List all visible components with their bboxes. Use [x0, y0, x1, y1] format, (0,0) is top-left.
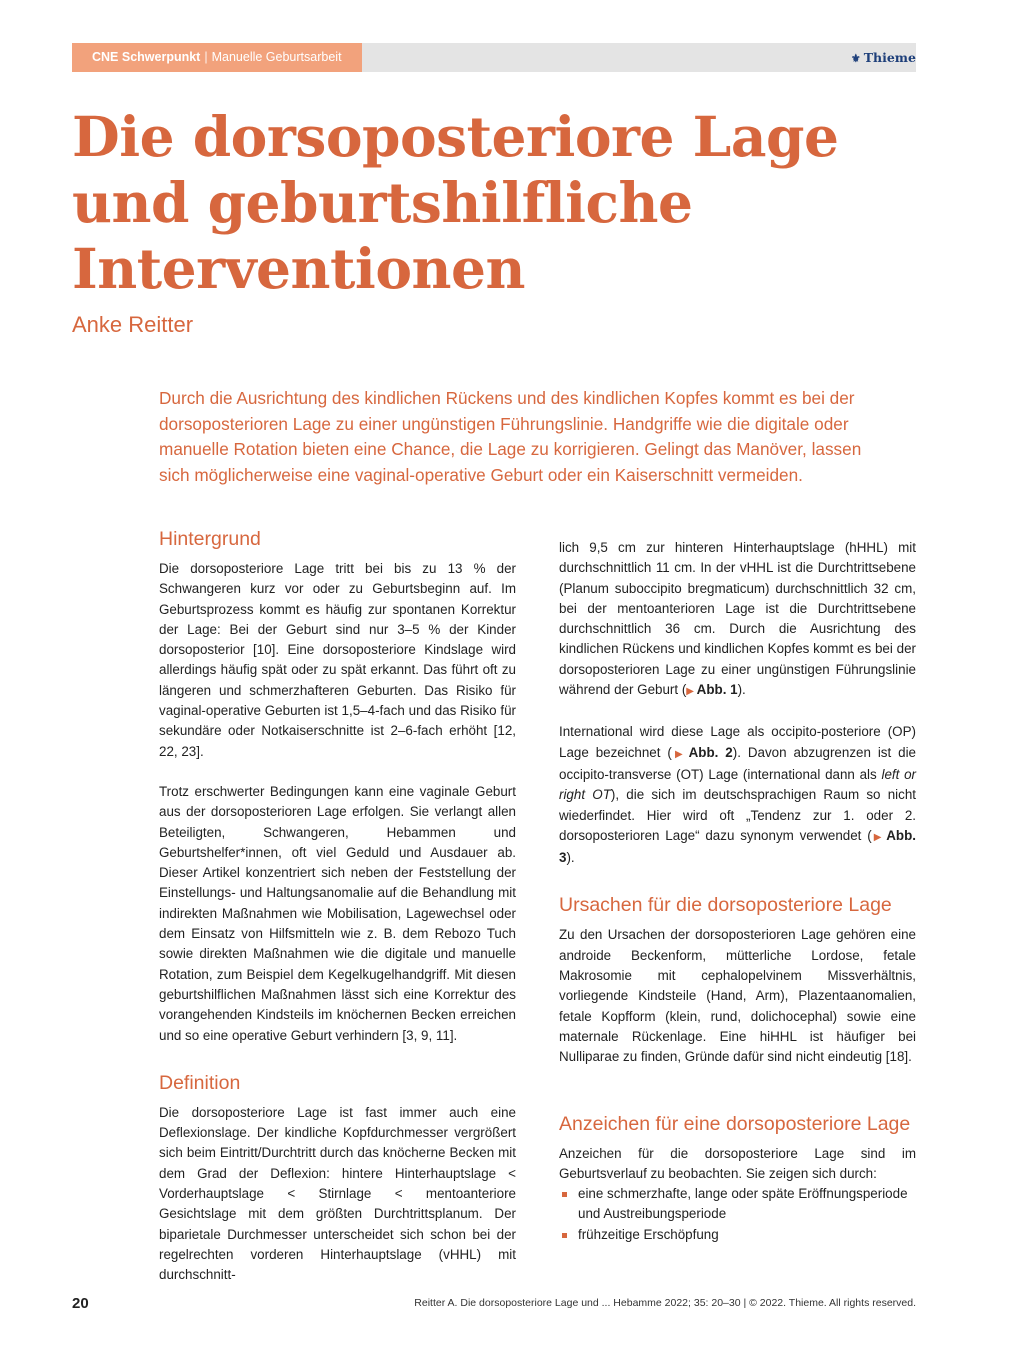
- paragraph: [559, 722, 916, 868]
- page-number: 20: [72, 1295, 89, 1312]
- paragraph: Die dorsoposteriore Lage tritt bei bis zu 13 % der Schwangeren kurz vor oder zu Geburtsbeginn auf. Im Geburtsprozess kommt es häufig zur spontanen Korrektur der Lage: Bei der Geburt sind nur 3–5 % der Kinder dorsoposterior [10]. Eine dorsoposteriore Kindslage wird allerdings häufig spät oder zu spät erkannt. Das führt oft zu längeren und schmerzhafteren Geburten. Das Risiko für vaginal-operative Geburten ist 1,5–4-fach und das Risiko für sekundäre oder Notkaiserschnitte ist 2–6-fach erhöht [12, 22, 23].: [159, 561, 516, 759]
- heading-ursachen: Ursachen für die dorsoposteriore Lage: [559, 894, 892, 917]
- arrow-right-icon: ▶: [671, 748, 686, 760]
- paragraph: Zu den Ursachen der dorsoposterioren Lage gehören eine androide Beckenform, mütterliche Lordose, fetale Makrosomie mit cephalopelvinem Missverhältnis, vorliegende Kindsteile (Hand, Arm), Plazentaanomalien, fetale Kopfform (klein, rund, dolichocephal) sowie eine maternale Rückenlage. Eine hiHHL ist häufiger bei Nulliparae zu finden, Gründe dafür sind nicht eindeutig [18].: [559, 927, 916, 1065]
- lead-line: manuelle Rotation bieten eine Chance, die Lage zu korrigieren. Gelingt das Manöver, lassen: [159, 439, 862, 459]
- list-item: [559, 1225, 916, 1245]
- arrow-right-icon: ▶: [871, 831, 884, 843]
- lead-line: sich möglicherweise eine vaginal-operative Geburt oder ein Kaiserschnitt vermeiden.: [159, 464, 803, 485]
- figure-reference[interactable]: Abb. 2: [688, 744, 733, 760]
- figure-reference[interactable]: Abb. 1: [696, 682, 738, 698]
- list-item-text: frühzeitige Erschöpfung: [578, 1226, 719, 1242]
- symptom-list: [559, 1184, 916, 1245]
- left-column: [159, 526, 516, 1286]
- paragraph: Trotz erschwerter Bedingungen kann eine vaginale Geburt aus der dorsoposterioren Lage erfolgen. Sie verlangt allen Beteiligten, Schwangeren, Hebammen und Geburtshelfer*innen, oft viel Geduld und Ausdauer ab. Dieser Artikel konzentriert sich neben der Feststellung der Einstellungs- und Haltungsanomalie auf die Behandlung mit indirekten Maßnahmen wie Mobilisation, Lagewechsel oder dem Einsatz von Hilfsmitteln wie z. B. dem Rebozo Tuch sowie direkten Maßnahmen wie die digitale und manuelle Rotation, zum Beispiel dem Kegelkugelhandgriff. Mit diesen geburtshilflichen Maßnahmen lässt sich eine Korrektur des vorangehenden Kindsteils im knöchernen Becken erreichen und so eine operative Geburt verhindern [3, 9, 11].: [159, 783, 516, 1043]
- crest-icon: ⚜: [850, 52, 861, 65]
- paragraph: [559, 538, 916, 702]
- heading-definition: Definition: [159, 1071, 241, 1094]
- figure-reference[interactable]: Abb. 3: [559, 827, 916, 866]
- bullet-icon: [562, 1192, 567, 1197]
- heading-anzeichen: Anzeichen für eine dorsoposteriore Lage: [559, 1112, 911, 1135]
- paragraph-text: ). Davon abzugrenzen ist die occipito-transverse (OT) Lage (international dann als: [559, 744, 916, 782]
- section-separator: |: [204, 50, 208, 64]
- paragraph-text: lich 9,5 cm zur hinteren Hinterhauptslage (hHHL) mit durchschnittlich 11 cm. In der vHHL ist die Durchtrittsebene (Planum suboccipito bregmaticum) durchschnittlich 32 cm, bei der mentoanterioren Lage ist die Durchtrittsebene durchschnittlich 36 cm. Durch die Ausrichtung des kindlichen Rückens und kindlichen Kopfes kommt es bei der dorsoposterioren Lage zu einer ungünstigen Führungslinie während der Geburt (: [559, 540, 916, 698]
- italic-term: left or right OT: [559, 766, 916, 803]
- author: Anke Reitter: [72, 312, 194, 337]
- paragraph: Die dorsoposteriore Lage ist fast immer auch eine Deflexionslage. Der kindliche Kopfdurchmesser vergrößert sich beim Eintritt/Durchtritt durch das knöcherne Becken mit dem Grad der Deflexion: hintere Hinterhauptslage < Vorderhauptslage < Stirnlage < mentoanteriore Gesichtslage mit dem größten Durchtrittsplanum. Der biparietale Durchmesser unterscheidet sich schon bei der regelrechten vorderen Hinterhauptslage (vHHL) mit durchschnitt-: [159, 1104, 516, 1283]
- list-item-text: eine schmerzhafte, lange oder späte Eröffnungsperiode und Austreibungsperiode: [578, 1186, 908, 1222]
- bullet-icon: [562, 1233, 567, 1238]
- right-column: [559, 538, 916, 1245]
- list-item: [559, 1184, 916, 1225]
- topic-label: Manuelle Geburtsarbeit: [211, 50, 342, 64]
- lead-line: dorsoposterioren Lage zu einer ungünstigen Führungslinie. Handgriffe wie die digitale oder: [159, 413, 849, 434]
- heading-hintergrund: Hintergrund: [159, 528, 261, 550]
- section-label: CNE Schwerpunkt: [92, 50, 201, 64]
- publisher-logo: [851, 43, 916, 72]
- title-line: Interventionen: [72, 236, 525, 301]
- paragraph: Anzeichen für die dorsoposteriore Lage sind im Geburtsverlauf zu beobachten. Sie zeigen sich durch:: [559, 1145, 916, 1181]
- lead-line: Durch die Ausrichtung des kindlichen Rückens und des kindlichen Kopfes kommt es bei der: [159, 388, 855, 408]
- paragraph-text: ).: [737, 682, 746, 698]
- paragraph-text: International wird diese Lage als occipito-posteriore (OP) Lage bezeichnet (: [559, 724, 916, 760]
- paragraph-text: ), die sich im deutschsprachigen Raum so nicht wiederfindet. Hier wird oft „Tendenz zur 1. oder 2. dorsoposterioren Lage“ dazu synonym verwendet (: [559, 787, 916, 843]
- arrow-right-icon: ▶: [686, 686, 694, 698]
- title-line: Die dorsoposteriore Lage: [72, 104, 839, 169]
- citation-footer: Reitter A. Die dorsoposteriore Lage und ... Hebamme 2022; 35: 20–30 | © 2022. Thieme. All rights reserved.: [414, 1297, 916, 1309]
- section-tag: [72, 43, 362, 72]
- lead-paragraph: [159, 386, 919, 488]
- article-title: [72, 104, 932, 302]
- paragraph-text: ).: [566, 850, 575, 866]
- publisher-name: Thieme: [863, 50, 916, 65]
- title-line: und geburtshilfliche: [72, 170, 693, 235]
